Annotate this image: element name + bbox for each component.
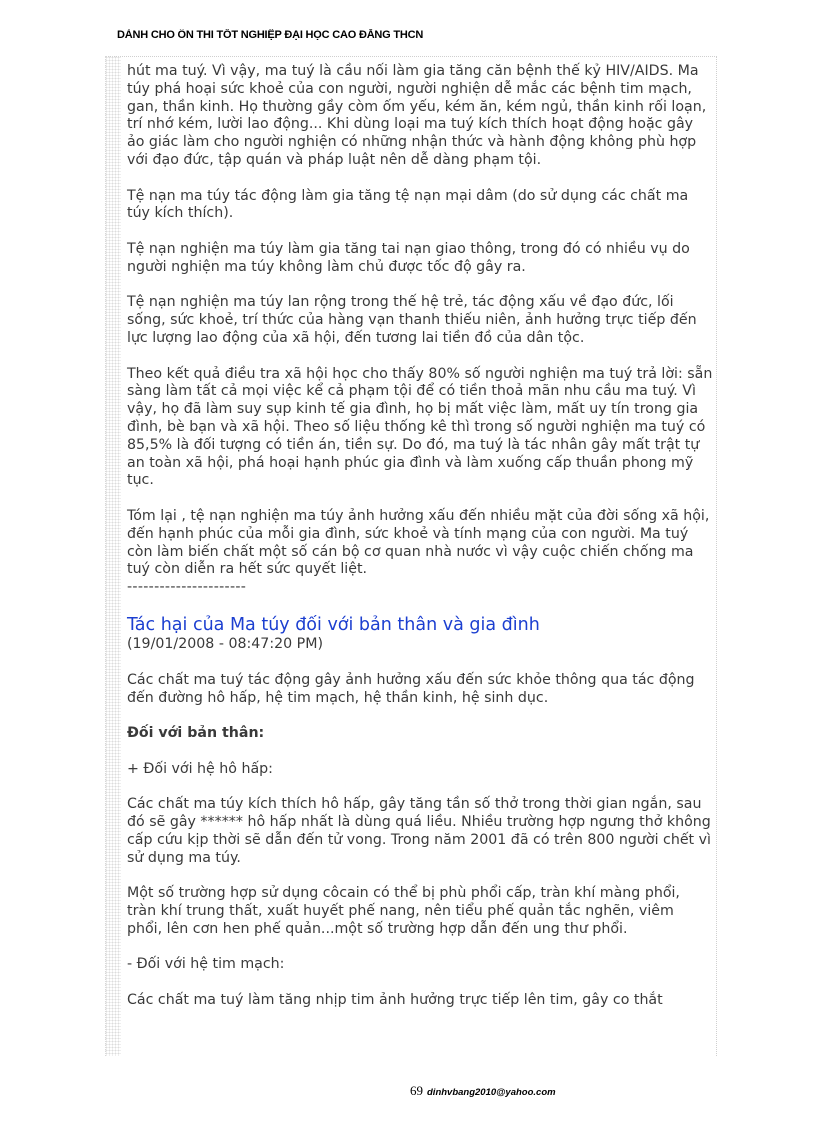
article-content (127, 63, 713, 1010)
paragraph: Tệ nạn nghiện ma túy làm gia tăng tai nạn giao thông, trong đó có nhiều vụ do người nghiện ma túy không làm chủ được tốc độ gây ra. (127, 240, 690, 275)
paragraph: Tệ nạn ma túy tác động làm gia tăng tệ nạn mại dâm (do sử dụng các chất ma túy kích thích). (127, 187, 689, 222)
paragraph: Theo kết quả điều tra xã hội học cho thấy 80% số người nghiện ma tuý trả lời: sẵn sàng làm tất cả mọi việc kể cả phạm tội để có tiền thoả mãn nhu cầu ma tuý. Vì vậy, họ đã làm suy sụp kinh tế gia đình, họ bị mất việc làm, mất uy tín trong gia đình, bè bạn và xã hội. Theo số liệu thống kê thì trong số người nghiện ma tuý có 85,5% là đối tượng có tiền án, tiền sự. Do đó, ma tuý là tác nhân gây mất trật tự an toàn xã hội, phá hoại hạnh phúc gia đình và làm xuống cấp thuần phong mỹ tục. (127, 365, 713, 489)
article-title: Tác hại của Ma túy đối với bản thân và gia đình (127, 614, 540, 635)
intro-paragraph: Các chất ma tuý tác động gây ảnh hưởng xấu đến sức khỏe thông qua tác động đến đường hô hấp, hệ tim mạch, hệ thần kinh, hệ sinh dục. (127, 671, 695, 706)
subsection-heading: - Đối với hệ tim mạch: (127, 956, 285, 973)
subsection-heading: + Đối với hệ hô hấp: (127, 760, 273, 777)
article-date: (19/01/2008 - 08:47:20 PM) (127, 635, 324, 652)
section-heading: Đối với bản thân: (127, 725, 265, 742)
page-number: 69 (410, 1083, 423, 1098)
paragraph: Tóm lại , tệ nạn nghiện ma túy ảnh hưởng xấu đến nhiều mặt của đời sống xã hội, đến hạnh phúc của mỗi gia đình, sức khoẻ và tính mạng của con người. Ma tuý còn làm biến chất một số cán bộ cơ quan nhà nước vì vậy cuộc chiến chống ma tuý còn diễn ra hết sức quyết liệt. (127, 507, 710, 578)
page-header: DÀNH CHO ÔN THI TỐT NGHIỆP ĐẠI HỌC CAO ĐẲNG THCN (117, 29, 424, 41)
paragraph: Một số trường hợp sử dụng côcain có thể bị phù phổi cấp, tràn khí màng phổi, tràn khí trung thất, xuất huyết phế nang, nên tiểu phế quản tắc nghẽn, viêm phổi, lên cơn hen phế quản...một số trường hợp dẫn đến ung thư phổi. (127, 885, 680, 937)
separator: ---------------------- (127, 579, 247, 596)
paragraph: Các chất ma túy kích thích hô hấp, gây tăng tần số thở trong thời gian ngắn, sau đó sẽ gây ****** hô hấp nhất là dùng quá liều. Nhiều trường hợp ngưng thở không cấp cứu kịp thời sẽ dẫn đến tử vong. Trong năm 2001 đã có trên 800 người chết vì sử dụng ma túy. (127, 796, 711, 866)
footer-email: dinhvbang2010@yahoo.com (427, 1087, 556, 1098)
paragraph: hút ma tuý. Vì vậy, ma tuý là cầu nối làm gia tăng căn bệnh thế kỷ HIV/AIDS. Ma túy phá hoại sức khoẻ của con người, người nghiện dễ mắc các bệnh tim mạch, gan, thần kinh. Họ thường gầy còm ốm yếu, kém ăn, kém ngủ, thần kinh rối loạn, trí nhớ kém, lười lao động... Khi dùng loại ma tuý kích thích hoạt động hoặc gây ảo giác làm cho người nghiện có những nhận thức và hành động không phù hợp với đạo đức, tập quán và pháp luật nên dễ dàng phạm tội. (127, 63, 707, 168)
left-gutter (105, 56, 121, 1056)
paragraph: Các chất ma tuý làm tăng nhịp tim ảnh hưởng trực tiếp lên tim, gây co thắt (127, 992, 663, 1009)
paragraph: Tệ nạn nghiện ma túy lan rộng trong thế hệ trẻ, tác động xấu về đạo đức, lối sống, sức khoẻ, trí thức của hàng vạn thanh thiếu niên, ảnh hưởng trực tiếp đến lực lượng lao động của xã hội, đến tương lai tiền đồ của dân tộc. (127, 294, 697, 346)
page-footer (410, 1083, 556, 1099)
